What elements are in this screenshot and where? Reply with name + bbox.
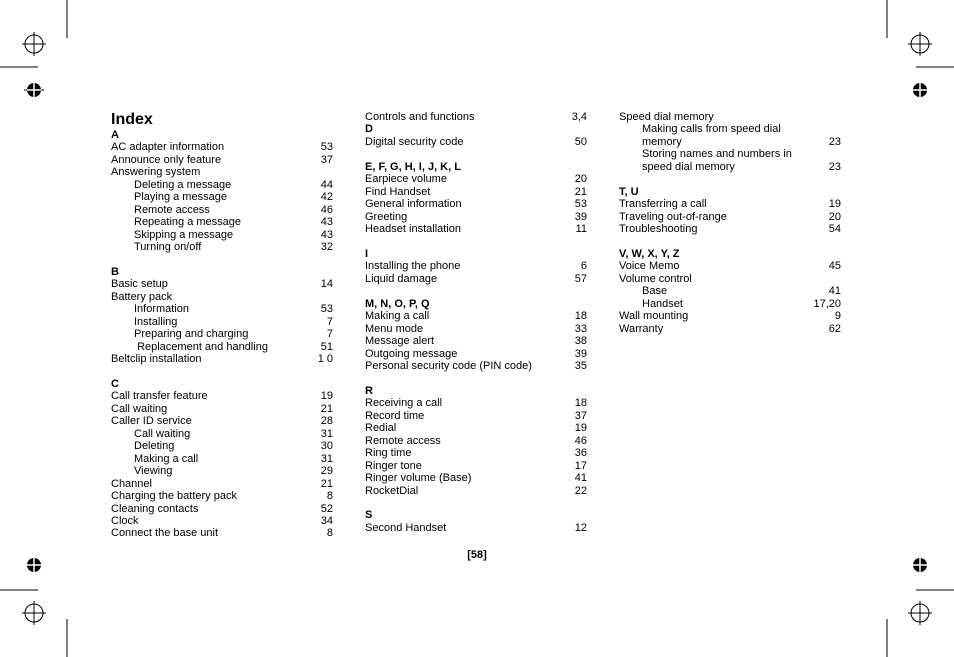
entry-page-number: 18 [574,397,587,410]
entry-page-number: 17 [574,459,587,472]
entry-label: Message alert [365,335,435,348]
entry-page-number: 46 [320,203,333,216]
entry-label: Caller ID service [111,415,192,428]
entry-label: Remote access [134,203,210,216]
entry-label: Installing the phone [365,260,461,273]
entry-label: Beltclip installation [111,353,202,366]
index-entry [619,111,841,123]
entry-page-number: 7 [326,328,333,341]
index-entry [619,323,841,335]
entry-page-number: 31 [320,452,333,465]
entry-label: Battery pack [111,290,173,303]
entry-page-number: 21 [320,477,333,490]
index-entry [365,410,587,422]
index-entry [111,166,333,178]
index-entry [111,141,333,153]
entry-label: Call transfer feature [111,390,208,403]
entry-label: Digital security code [365,135,464,148]
index-subentry [111,440,333,452]
section-spacer [619,173,841,185]
section-spacer [365,236,587,248]
index-column-1 [111,129,333,540]
section-spacer [111,254,333,266]
entry-page-number: 29 [320,465,333,478]
page-number: [58] [467,549,487,561]
entry-label: Answering system [111,166,201,179]
entry-label: Ringer tone [365,459,422,472]
entry-page-number: 51 [320,340,333,353]
index-entry [365,485,587,497]
index-subentry [111,341,333,353]
entry-label: RocketDial [365,484,419,497]
entry-label: Making a call [134,452,199,465]
page-title: Index [111,111,153,128]
entry-page-number: 19 [574,422,587,435]
index-entry [365,472,587,484]
index-entry [111,490,333,502]
entry-label: Base [642,285,668,298]
entry-page-number: 32 [320,241,333,254]
entry-page-number: 37 [574,409,587,422]
entry-page-number: 18 [574,310,587,323]
index-letter-heading: A [111,129,119,141]
index-entry [365,397,587,409]
entry-page-number: 11 [575,223,587,236]
entry-label: Making calls from speed dial memory [642,123,784,148]
index-subentry [111,191,333,203]
index-entry [619,273,841,285]
entry-page-number: 62 [828,322,841,335]
index-subentry [111,465,333,477]
entry-page-number: 46 [574,434,587,447]
index-subentry [111,241,333,253]
section-spacer [365,285,587,297]
index-entry [365,435,587,447]
entry-label: Turning on/off [134,241,202,254]
entry-label: Controls and functions [365,111,475,123]
entry-page-number: 19 [320,390,333,403]
entry-page-number: 28 [320,415,333,428]
index-letter-heading: C [111,378,119,391]
entry-page-number: 37 [320,153,333,166]
index-entry [619,260,841,272]
entry-page-number: 33 [574,322,587,335]
index-entry [111,403,333,415]
entry-label: Cleaning contacts [111,502,199,515]
index-entry [365,422,587,434]
index-entry [365,335,587,347]
index-letter-heading: B [111,265,119,278]
index-entry [365,310,587,322]
registration-target-icon [24,80,44,100]
entry-page-number: 53 [320,141,333,154]
index-entry [111,478,333,490]
entry-label: Skipping a message [134,228,234,241]
entry-page-number: 12 [574,521,587,534]
entry-label: Menu mode [365,322,424,335]
entry-label: Earpiece volume [365,173,447,186]
index-subentry [111,216,333,228]
entry-label: General information [365,198,462,211]
index-subentry [111,428,333,440]
index-letter-heading: I [365,247,369,260]
entry-page-number: 31 [320,427,333,440]
entry-page-number: 43 [320,228,333,241]
entry-page-number: 54 [828,223,841,236]
index-column-3 [619,111,841,335]
entry-label: Storing names and numbers in speed dial memory [642,148,795,173]
index-entry [111,515,333,527]
crosshair-icon [908,32,932,56]
entry-page-number: 41 [828,285,841,298]
entry-label: Deleting a message [134,178,232,191]
entry-page-number: 23 [828,160,841,173]
entry-page-number: 3,4 [571,111,587,123]
entry-page-number: 14 [320,278,333,291]
entry-label: Ring time [365,447,412,460]
index-subentry [111,316,333,328]
entry-label: Handset [642,297,683,310]
index-entry [619,198,841,210]
entry-label: Receiving a call [365,397,443,410]
crosshair-icon [908,601,932,625]
entry-label: Second Handset [365,521,447,534]
entry-label: Greeting [365,210,408,223]
entry-page-number: 53 [320,303,333,316]
entry-label: AC adapter information [111,141,225,154]
entry-label: Information [134,303,190,316]
entry-label: Basic setup [111,278,168,291]
entry-label: Call waiting [111,402,168,415]
entry-label: Transferring a call [619,198,707,211]
entry-label: Record time [365,409,425,422]
entry-page-number: 41 [574,472,587,485]
entry-page-number: 53 [574,198,587,211]
entry-label: Installing [134,315,178,328]
entry-label: Charging the battery pack [111,490,237,503]
index-entry [365,223,587,235]
entry-page-number: 19 [828,198,841,211]
entry-page-number: 35 [574,360,587,373]
entry-page-number: 39 [574,347,587,360]
index-letter-heading: S [365,509,373,522]
entry-label: Ringer volume (Base) [365,472,472,485]
section-spacer [619,236,841,248]
index-entry [111,527,333,539]
entry-page-number: 23 [828,135,841,148]
entry-label: Headset installation [365,223,462,236]
entry-page-number: 22 [574,484,587,497]
entry-page-number: 34 [320,515,333,528]
entry-label: Repeating a message [134,216,242,229]
entry-page-number: 50 [574,135,587,148]
crosshair-icon [22,601,46,625]
entry-page-number: 6 [580,260,587,273]
index-subentry [111,229,333,241]
index-entry [365,186,587,198]
section-spacer [365,372,587,384]
entry-label: Viewing [134,465,173,478]
index-entry [365,447,587,459]
index-subentry [619,285,841,297]
entry-label: Channel [111,477,152,490]
index-subentry [619,298,841,310]
index-subentry [111,328,333,340]
index-entry [365,260,587,272]
index-entry [365,323,587,335]
entry-page-number: 20 [574,173,587,186]
index-entry [365,460,587,472]
entry-label: Voice Memo [619,260,680,273]
entry-label: Clock [111,515,139,528]
entry-label: Outgoing message [365,347,458,360]
entry-page-number: 8 [326,527,333,540]
index-letter-heading: T, U [619,185,639,198]
section-spacer [111,366,333,378]
entry-page-number: 39 [574,210,587,223]
entry-label: Liquid damage [365,272,438,285]
index-entry [111,390,333,402]
entry-page-number: 45 [828,260,841,273]
section-spacer [365,497,587,509]
entry-page-number: 8 [326,490,333,503]
index-entry [365,348,587,360]
entry-page-number: 7 [326,315,333,328]
index-entry [111,154,333,166]
entry-page-number: 21 [574,185,587,198]
entry-page-number: 9 [834,310,841,323]
index-subentry [111,179,333,191]
index-subentry [619,148,841,173]
entry-page-number: 36 [574,447,587,460]
entry-label: Making a call [365,310,430,323]
entry-label: Deleting [134,440,175,453]
entry-label: Announce only feature [111,153,222,166]
entry-label: Redial [365,422,397,435]
entry-page-number: 21 [320,402,333,415]
entry-label: Connect the base unit [111,527,219,540]
index-entry [111,415,333,427]
index-entry [619,310,841,322]
index-entry [365,211,587,223]
entry-label: Wall mounting [619,310,689,323]
index-entry [365,522,587,534]
index-subentry [111,453,333,465]
index-entry [365,136,587,148]
entry-page-number: 20 [828,210,841,223]
index-entry [365,111,587,123]
entry-page-number: 38 [574,335,587,348]
index-subentry [619,123,841,148]
entry-label: Personal security code (PIN code) [365,360,532,373]
index-entry [111,503,333,515]
entry-label: Preparing and charging [134,328,249,341]
entry-label: Speed dial memory [619,111,714,123]
index-entry [111,353,333,365]
index-letter-heading: D [365,123,373,136]
entry-label: Traveling out-of-range [619,210,727,223]
entry-page-number: 52 [320,502,333,515]
index-entry [619,223,841,235]
index-entry [365,198,587,210]
index-letter-heading: M, N, O, P, Q [365,297,430,310]
entry-label: Playing a message [134,191,227,204]
index-column-2 [365,111,587,534]
entry-page-number: 43 [320,216,333,229]
entry-label: Warranty [619,322,664,335]
entry-label: Find Handset [365,185,431,198]
entry-page-number: 30 [320,440,333,453]
index-letter-heading: E, F, G, H, I, J, K, L [365,160,461,173]
section-spacer [365,148,587,160]
entry-label: Troubleshooting [619,223,698,236]
entry-page-number: 44 [320,178,333,191]
registration-target-icon [910,80,930,100]
index-entry [111,278,333,290]
index-subentry [111,303,333,315]
entry-page-number: 1 0 [317,353,333,366]
index-entry [365,173,587,185]
entry-page-number: 17,20 [813,297,841,310]
entry-label: Replacement and handling [134,340,268,353]
index-subentry [111,204,333,216]
index-entry [619,211,841,223]
index-letter-heading: R [365,384,373,397]
index-entry [365,360,587,372]
index-letter-heading: V, W, X, Y, Z [619,247,680,260]
entry-page-number: 42 [320,191,333,204]
index-entry [111,291,333,303]
index-entry [365,273,587,285]
entry-label: Remote access [365,434,441,447]
crosshair-icon [22,32,46,56]
entry-page-number: 57 [574,272,587,285]
entry-label: Call waiting [134,427,191,440]
entry-label: Volume control [619,272,692,285]
